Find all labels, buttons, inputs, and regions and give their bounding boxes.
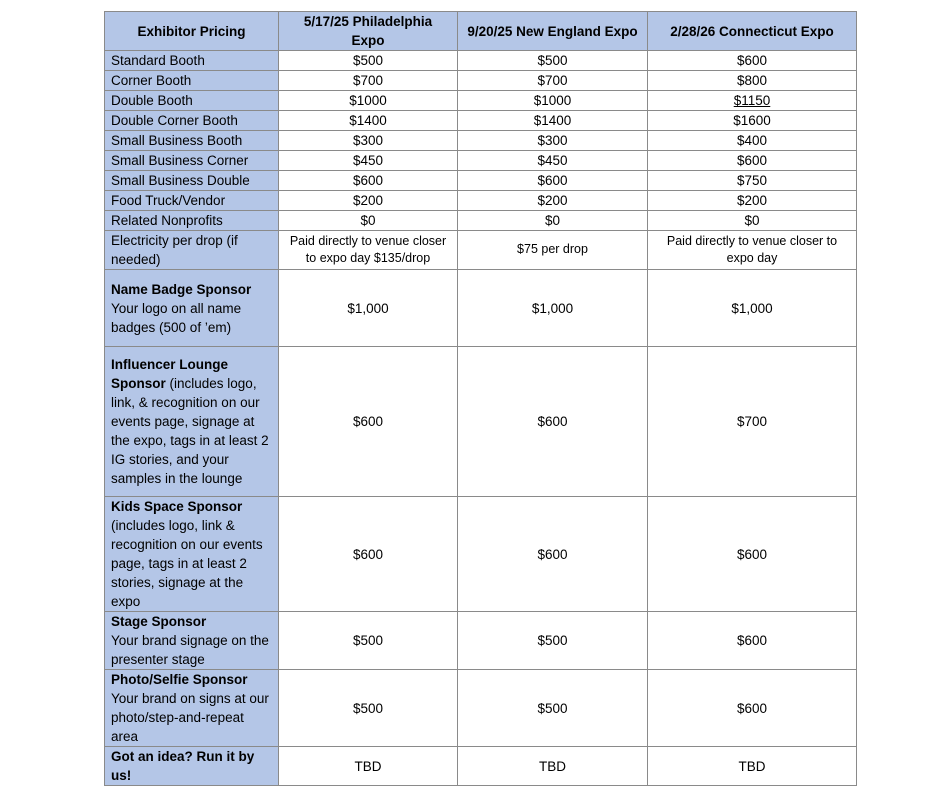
price-cell: TBD [648, 747, 857, 786]
sponsor-row [105, 497, 857, 612]
sponsor-title: Photo/Selfie Sponsor [111, 672, 248, 687]
header-connecticut-expo: 2/28/26 Connecticut Expo [648, 12, 857, 51]
header-exhibitor-pricing: Exhibitor Pricing [105, 12, 279, 51]
sponsor-title: Stage Sponsor [111, 614, 207, 629]
price-cell: $1600 [648, 111, 857, 131]
price-cell: $0 [648, 211, 857, 231]
price-cell: $1,000 [458, 270, 648, 347]
price-cell: $300 [279, 131, 458, 151]
price-cell: $1000 [458, 91, 648, 111]
sponsor-label [105, 347, 279, 497]
price-cell: $700 [648, 347, 857, 497]
row-label: Small Business Corner [105, 151, 279, 171]
price-cell: TBD [279, 747, 458, 786]
price-cell: $500 [279, 670, 458, 747]
header-row [105, 12, 857, 51]
sponsor-description: Your brand signage on the presenter stage [111, 633, 269, 667]
price-cell: $600 [648, 151, 857, 171]
row-label: Food Truck/Vendor [105, 191, 279, 211]
price-cell: TBD [458, 747, 648, 786]
price-cell: $600 [648, 51, 857, 71]
price-cell: $600 [648, 497, 857, 612]
row-label: Small Business Double [105, 171, 279, 191]
price-cell: $1400 [279, 111, 458, 131]
table-row [105, 151, 857, 171]
price-cell: $1,000 [279, 270, 458, 347]
table-row [105, 231, 857, 270]
table-row [105, 71, 857, 91]
sponsor-row [105, 670, 857, 747]
sponsor-description: Your brand on signs at our photo/step-and-repeat area [111, 691, 269, 744]
table-row [105, 191, 857, 211]
price-cell: $300 [458, 131, 648, 151]
price-cell: $200 [279, 191, 458, 211]
price-cell: $500 [458, 51, 648, 71]
row-label: Electricity per drop (if needed) [105, 231, 279, 270]
row-label: Standard Booth [105, 51, 279, 71]
price-cell: $800 [648, 71, 857, 91]
price-cell: $600 [279, 497, 458, 612]
price-cell: $600 [458, 497, 648, 612]
price-cell [648, 91, 857, 111]
sponsor-title: Name Badge Sponsor [111, 281, 252, 297]
sponsor-row [105, 747, 857, 786]
price-cell: $450 [458, 151, 648, 171]
sponsor-label [105, 747, 279, 786]
exhibitor-pricing-table [104, 11, 857, 786]
price-cell: $200 [458, 191, 648, 211]
row-label: Double Booth [105, 91, 279, 111]
price-cell: $700 [279, 71, 458, 91]
sponsor-title: Influencer Lounge Sponsor [111, 357, 229, 391]
row-label: Small Business Booth [105, 131, 279, 151]
price-cell: $600 [648, 612, 857, 670]
table-row [105, 211, 857, 231]
header-philadelphia-expo: 5/17/25 Philadelphia Expo [279, 12, 458, 51]
price-cell: $600 [279, 171, 458, 191]
price-cell: $75 per drop [458, 231, 648, 270]
table-row [105, 51, 857, 71]
price-cell: $600 [648, 670, 857, 747]
price-cell: Paid directly to venue closer to expo day [648, 231, 857, 270]
price-cell: $500 [458, 612, 648, 670]
sponsor-label [105, 612, 279, 670]
sponsor-title: Kids Space Sponsor [111, 499, 243, 514]
price-cell: $600 [458, 347, 648, 497]
sponsor-title: Got an idea? Run it by us! [111, 749, 255, 783]
sponsor-label [105, 497, 279, 612]
price-underlined: $1150 [733, 93, 771, 108]
row-label: Double Corner Booth [105, 111, 279, 131]
sponsor-label [105, 670, 279, 747]
sponsor-label [105, 270, 279, 347]
sponsor-row [105, 612, 857, 670]
price-cell: $500 [279, 51, 458, 71]
price-cell: $750 [648, 171, 857, 191]
sponsor-description: Your logo on all name badges (500 of ’em) [111, 300, 242, 335]
table-row [105, 131, 857, 151]
price-cell: $1,000 [648, 270, 857, 347]
price-cell: $1000 [279, 91, 458, 111]
price-cell: $500 [458, 670, 648, 747]
price-cell: $400 [648, 131, 857, 151]
table-row [105, 171, 857, 191]
price-cell: $450 [279, 151, 458, 171]
table-row [105, 91, 857, 111]
price-cell: $600 [458, 171, 648, 191]
row-label: Related Nonprofits [105, 211, 279, 231]
header-new-england-expo: 9/20/25 New England Expo [458, 12, 648, 51]
sponsor-description: (includes logo, link, & recognition on our events page, signage at the expo, tags in at least 2 IG stories, and your samples in the lounge [111, 376, 269, 486]
table-row [105, 111, 857, 131]
row-label: Corner Booth [105, 71, 279, 91]
price-cell: $500 [279, 612, 458, 670]
price-cell: $1400 [458, 111, 648, 131]
price-cell: $600 [279, 347, 458, 497]
sponsor-row [105, 347, 857, 497]
price-cell: $200 [648, 191, 857, 211]
sponsor-row [105, 270, 857, 347]
price-cell: Paid directly to venue closer to expo day $135/drop [279, 231, 458, 270]
price-cell: $700 [458, 71, 648, 91]
price-cell: $0 [279, 211, 458, 231]
sponsor-description: (includes logo, link & recognition on our events page, tags in at least 2 stories, signage at the expo [111, 518, 263, 609]
price-cell: $0 [458, 211, 648, 231]
